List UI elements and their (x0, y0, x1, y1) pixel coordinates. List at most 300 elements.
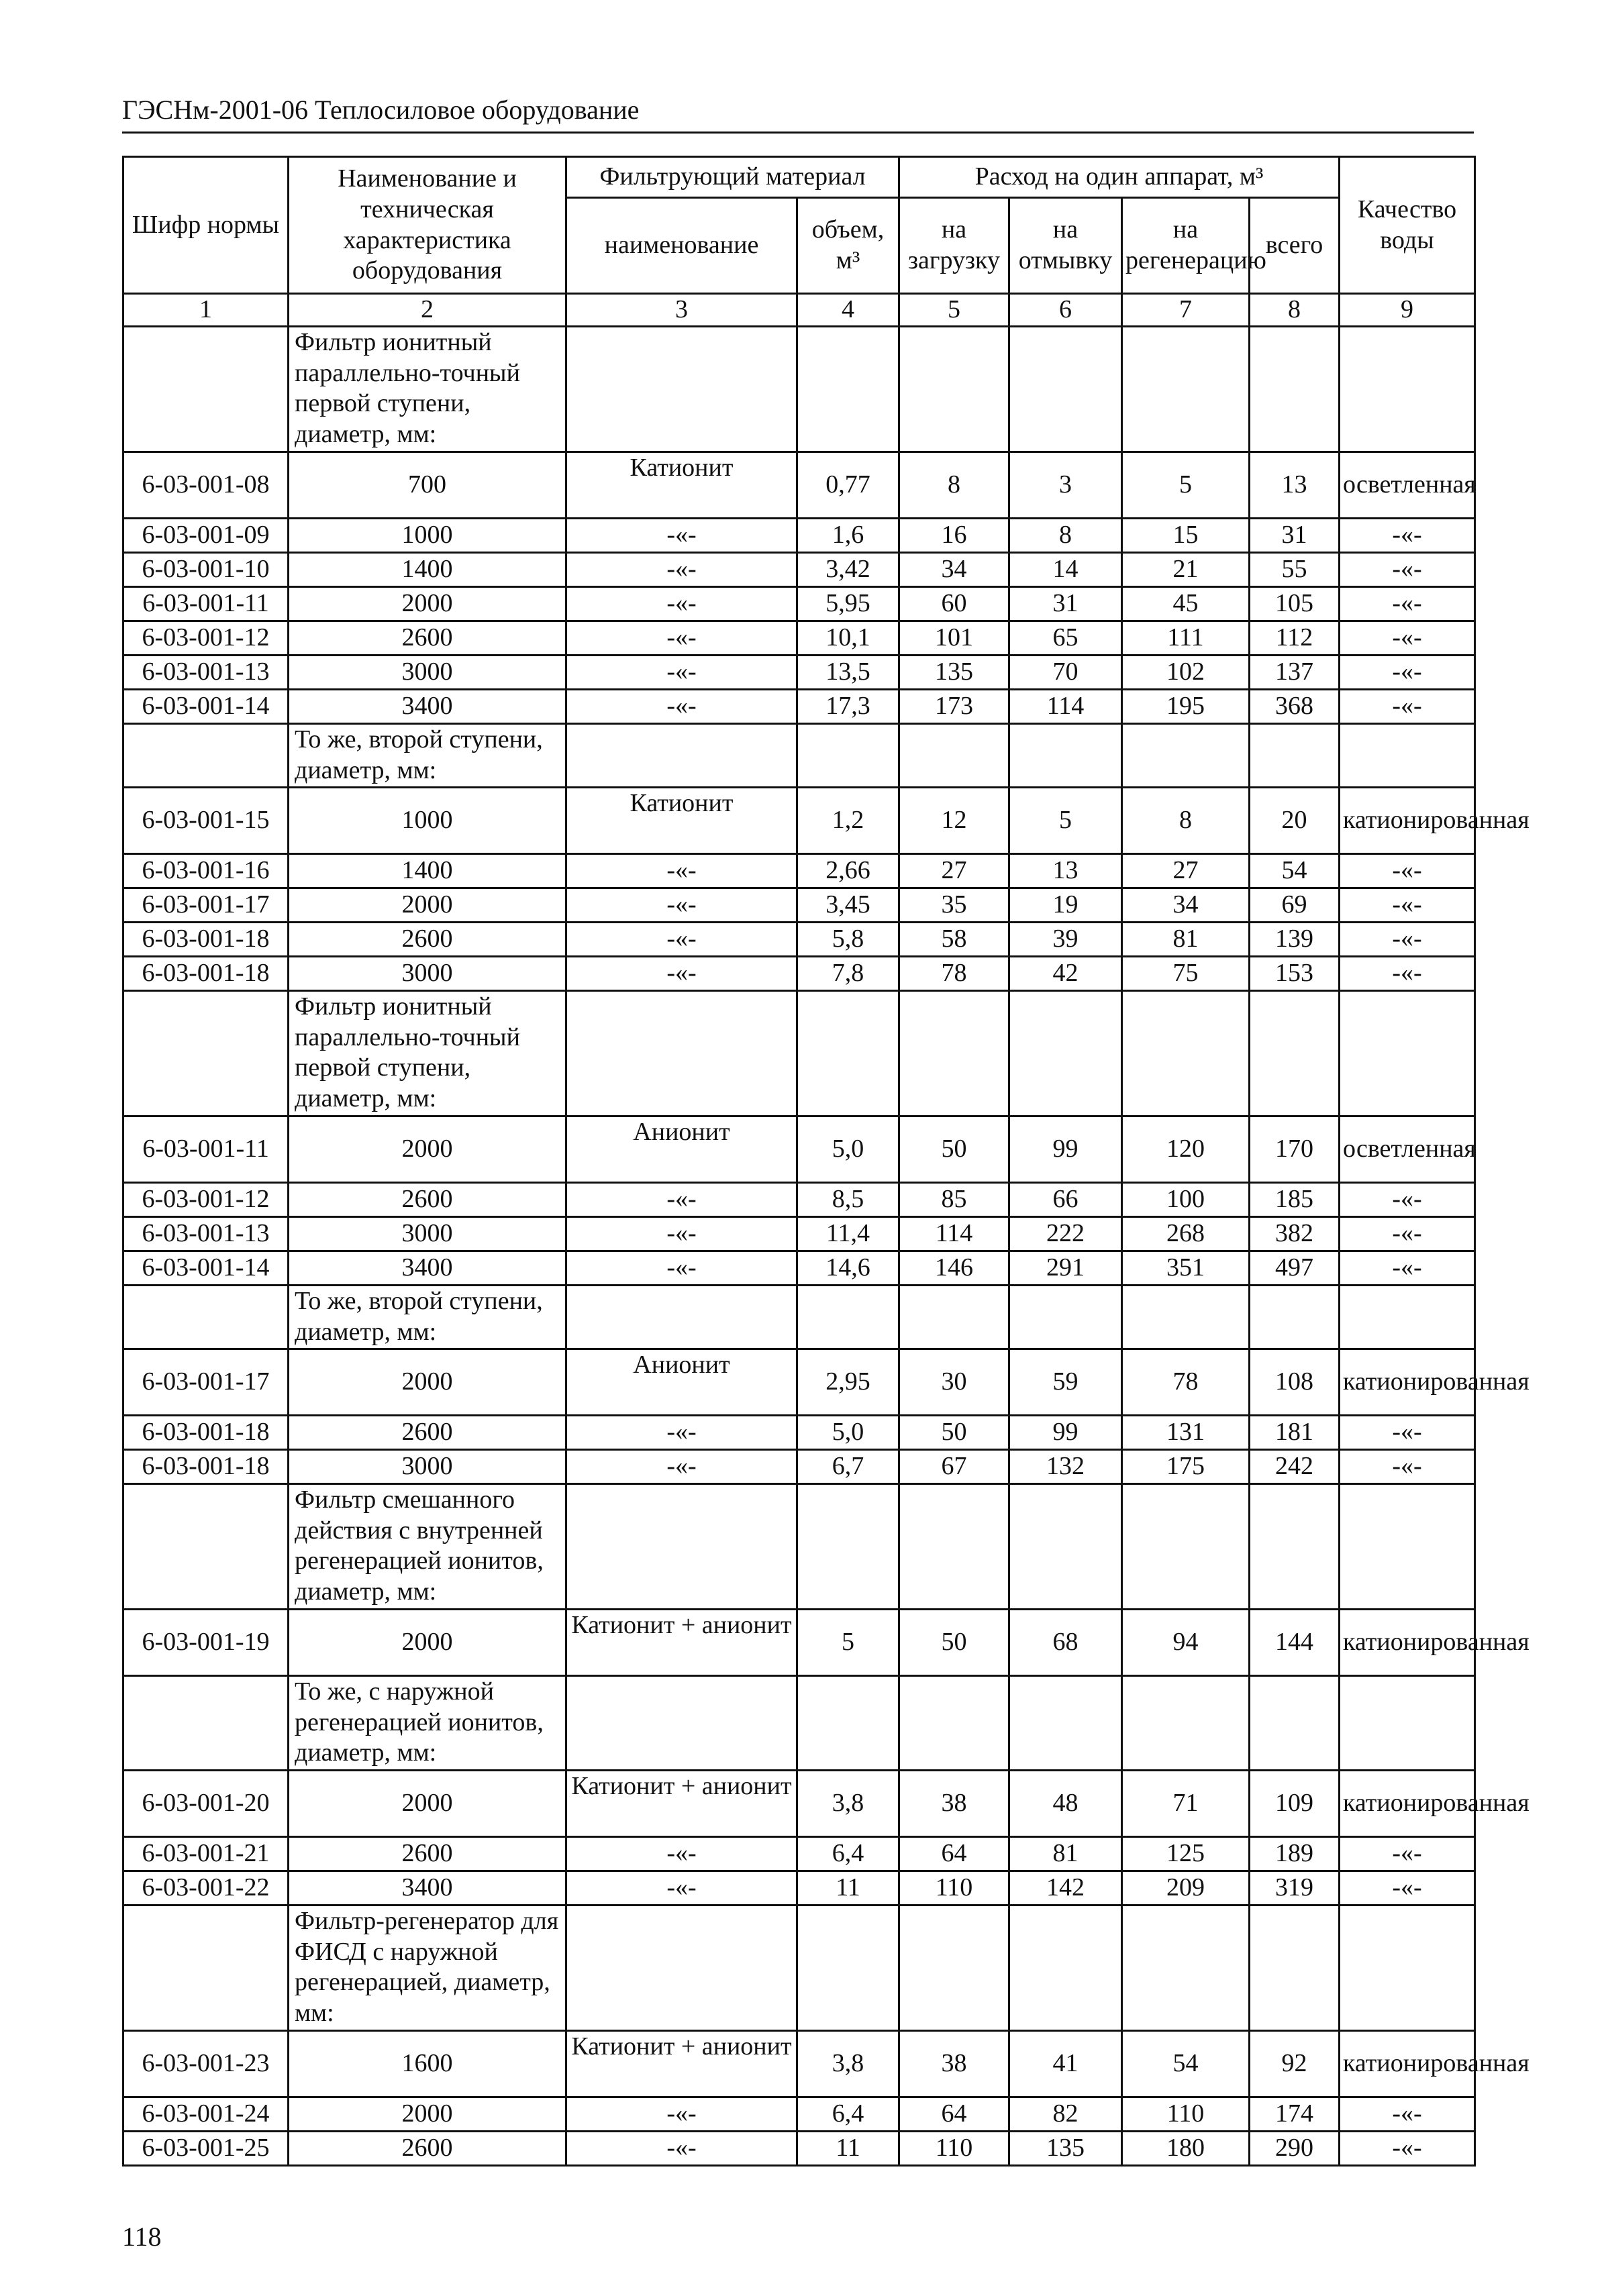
cell-material: Катионит + анионит (566, 2031, 797, 2097)
cell-quality: -«- (1340, 1217, 1475, 1251)
cell-material: -«- (566, 2097, 797, 2132)
table-row (123, 1251, 1475, 1286)
cell-regen: 209 (1122, 1871, 1250, 1906)
empty-cell (1122, 1286, 1250, 1349)
cell-load: 16 (899, 519, 1009, 553)
cell-load: 30 (899, 1349, 1009, 1416)
empty-cell (566, 1906, 797, 2031)
cell-wash: 41 (1009, 2031, 1122, 2097)
cell-load: 35 (899, 888, 1009, 923)
cell-regen: 100 (1122, 1183, 1250, 1217)
table-row (123, 690, 1475, 724)
cell-quality: осветленная (1340, 452, 1475, 519)
cell-diameter: 2000 (289, 1610, 566, 1676)
cell-wash: 135 (1009, 2132, 1122, 2166)
cell-code: 6-03-001-14 (123, 690, 289, 724)
cell-wash: 132 (1009, 1450, 1122, 1484)
table-row (123, 1416, 1475, 1450)
cell-load: 34 (899, 553, 1009, 587)
cell-material: -«- (566, 519, 797, 553)
cell-material: Катионит + анионит (566, 1610, 797, 1676)
cell-quality: -«- (1340, 1183, 1475, 1217)
empty-cell (1122, 1676, 1250, 1771)
table-row (123, 1837, 1475, 1871)
cell-wash: 8 (1009, 519, 1122, 553)
cell-diameter: 3400 (289, 1871, 566, 1906)
cell-regen: 111 (1122, 621, 1250, 656)
table-row (123, 1771, 1475, 1837)
cell-total: 109 (1250, 1771, 1340, 1837)
cell-quality: -«- (1340, 854, 1475, 888)
cell-load: 173 (899, 690, 1009, 724)
cell-quality: -«- (1340, 923, 1475, 957)
cell-volume: 17,3 (797, 690, 899, 724)
cell-total: 185 (1250, 1183, 1340, 1217)
cell-quality: осветленная (1340, 1116, 1475, 1183)
cell-wash: 82 (1009, 2097, 1122, 2132)
cell-volume: 1,6 (797, 519, 899, 553)
cell-diameter: 3400 (289, 1251, 566, 1286)
empty-cell (566, 327, 797, 452)
empty-cell (123, 1906, 289, 2031)
cell-code: 6-03-001-18 (123, 923, 289, 957)
group-title: То же, второй ступени, диаметр, мм: (289, 724, 566, 788)
cell-code: 6-03-001-11 (123, 587, 289, 621)
cell-wash: 5 (1009, 788, 1122, 854)
cell-regen: 131 (1122, 1416, 1250, 1450)
cell-diameter: 2000 (289, 888, 566, 923)
cell-total: 31 (1250, 519, 1340, 553)
table-row (123, 656, 1475, 690)
col-header-code: Шифр нормы (123, 157, 289, 294)
cell-quality: -«- (1340, 519, 1475, 553)
cell-material: -«- (566, 553, 797, 587)
cell-material: -«- (566, 1837, 797, 1871)
cell-material: Анионит (566, 1349, 797, 1416)
column-number: 8 (1250, 294, 1340, 327)
cell-volume: 14,6 (797, 1251, 899, 1286)
empty-cell (1122, 1906, 1250, 2031)
cell-regen: 125 (1122, 1837, 1250, 1871)
cell-volume: 5,95 (797, 587, 899, 621)
cell-quality: -«- (1340, 1871, 1475, 1906)
cell-material: -«- (566, 1450, 797, 1484)
cell-volume: 6,4 (797, 1837, 899, 1871)
cell-wash: 19 (1009, 888, 1122, 923)
cell-volume: 11,4 (797, 1217, 899, 1251)
empty-cell (1009, 991, 1122, 1116)
cell-load: 50 (899, 1416, 1009, 1450)
cell-diameter: 3000 (289, 656, 566, 690)
cell-total: 497 (1250, 1251, 1340, 1286)
cell-total: 189 (1250, 1837, 1340, 1871)
column-number: 4 (797, 294, 899, 327)
cell-regen: 180 (1122, 2132, 1250, 2166)
cell-code: 6-03-001-24 (123, 2097, 289, 2132)
cell-volume: 3,8 (797, 1771, 899, 1837)
cell-material: -«- (566, 1416, 797, 1450)
empty-cell (1250, 327, 1340, 452)
cell-load: 12 (899, 788, 1009, 854)
table-row (123, 2097, 1475, 2132)
col-header-flow-group: Расход на один аппарат, м³ (899, 157, 1340, 198)
cell-total: 242 (1250, 1450, 1340, 1484)
cell-material: -«- (566, 656, 797, 690)
cell-wash: 99 (1009, 1416, 1122, 1450)
cell-diameter: 700 (289, 452, 566, 519)
table-row (123, 1450, 1475, 1484)
norms-table (122, 156, 1530, 2167)
cell-diameter: 2600 (289, 2132, 566, 2166)
cell-volume: 13,5 (797, 656, 899, 690)
cell-code: 6-03-001-13 (123, 656, 289, 690)
cell-quality: -«- (1340, 1416, 1475, 1450)
cell-regen: 102 (1122, 656, 1250, 690)
cell-total: 181 (1250, 1416, 1340, 1450)
cell-volume: 3,45 (797, 888, 899, 923)
cell-volume: 2,95 (797, 1349, 899, 1416)
cell-code: 6-03-001-17 (123, 1349, 289, 1416)
cell-volume: 11 (797, 2132, 899, 2166)
cell-code: 6-03-001-08 (123, 452, 289, 519)
cell-total: 105 (1250, 587, 1340, 621)
empty-cell (797, 724, 899, 788)
cell-regen: 195 (1122, 690, 1250, 724)
table-row (123, 2031, 1475, 2097)
cell-code: 6-03-001-12 (123, 1183, 289, 1217)
cell-code: 6-03-001-09 (123, 519, 289, 553)
cell-volume: 11 (797, 1871, 899, 1906)
empty-cell (1122, 327, 1250, 452)
table-row (123, 553, 1475, 587)
table-row (123, 788, 1475, 854)
cell-quality: катионированная (1340, 1610, 1475, 1676)
table-row (123, 854, 1475, 888)
cell-total: 382 (1250, 1217, 1340, 1251)
cell-quality: -«- (1340, 2132, 1475, 2166)
cell-quality: -«- (1340, 656, 1475, 690)
table-row (123, 1349, 1475, 1416)
group-title: Фильтр-регенератор для ФИСД с наружной регенерацией, диаметр, мм: (289, 1906, 566, 2031)
empty-cell (566, 1286, 797, 1349)
cell-code: 6-03-001-18 (123, 1450, 289, 1484)
cell-total: 170 (1250, 1116, 1340, 1183)
cell-quality: катионированная (1340, 1771, 1475, 1837)
empty-cell (1009, 1484, 1122, 1610)
empty-cell (123, 327, 289, 452)
cell-quality: -«- (1340, 2097, 1475, 2132)
cell-volume: 1,2 (797, 788, 899, 854)
empty-cell (797, 991, 899, 1116)
empty-cell (797, 1484, 899, 1610)
cell-diameter: 2600 (289, 1416, 566, 1450)
cell-total: 139 (1250, 923, 1340, 957)
cell-volume: 5 (797, 1610, 899, 1676)
cell-wash: 81 (1009, 1837, 1122, 1871)
cell-volume: 3,42 (797, 553, 899, 587)
cell-load: 78 (899, 957, 1009, 991)
cell-volume: 8,5 (797, 1183, 899, 1217)
cell-load: 85 (899, 1183, 1009, 1217)
cell-diameter: 2600 (289, 1837, 566, 1871)
cell-wash: 66 (1009, 1183, 1122, 1217)
cell-wash: 68 (1009, 1610, 1122, 1676)
cell-quality: -«- (1340, 553, 1475, 587)
empty-cell (1250, 1906, 1340, 2031)
cell-load: 101 (899, 621, 1009, 656)
empty-cell (123, 724, 289, 788)
cell-total: 108 (1250, 1349, 1340, 1416)
cell-diameter: 2000 (289, 1771, 566, 1837)
empty-cell (797, 1286, 899, 1349)
cell-code: 6-03-001-11 (123, 1116, 289, 1183)
empty-cell (1340, 1676, 1475, 1771)
empty-cell (123, 1286, 289, 1349)
table-row (123, 452, 1475, 519)
cell-material: -«- (566, 1183, 797, 1217)
cell-load: 64 (899, 1837, 1009, 1871)
table-row (123, 1116, 1475, 1183)
cell-wash: 70 (1009, 656, 1122, 690)
table-row (123, 957, 1475, 991)
cell-total: 137 (1250, 656, 1340, 690)
column-number: 6 (1009, 294, 1122, 327)
empty-cell (1340, 724, 1475, 788)
empty-cell (899, 1676, 1009, 1771)
cell-quality: -«- (1340, 1837, 1475, 1871)
cell-code: 6-03-001-18 (123, 1416, 289, 1450)
empty-cell (1122, 991, 1250, 1116)
cell-diameter: 2000 (289, 2097, 566, 2132)
cell-code: 6-03-001-10 (123, 553, 289, 587)
empty-cell (899, 1286, 1009, 1349)
col-header-filter-volume: объем, м³ (797, 198, 899, 294)
cell-wash: 291 (1009, 1251, 1122, 1286)
cell-regen: 81 (1122, 923, 1250, 957)
cell-total: 319 (1250, 1871, 1340, 1906)
cell-total: 153 (1250, 957, 1340, 991)
cell-load: 64 (899, 2097, 1009, 2132)
cell-material: Катионит (566, 452, 797, 519)
cell-material: Анионит (566, 1116, 797, 1183)
col-header-quality: Качество воды (1340, 157, 1475, 294)
empty-cell (1340, 1484, 1475, 1610)
cell-wash: 222 (1009, 1217, 1122, 1251)
cell-volume: 7,8 (797, 957, 899, 991)
empty-cell (1009, 1676, 1122, 1771)
column-number: 3 (566, 294, 797, 327)
table-row (123, 1610, 1475, 1676)
empty-cell (566, 1676, 797, 1771)
group-title-row (123, 724, 1475, 788)
cell-material: -«- (566, 1217, 797, 1251)
empty-cell (566, 1484, 797, 1610)
cell-regen: 120 (1122, 1116, 1250, 1183)
cell-code: 6-03-001-19 (123, 1610, 289, 1676)
table-row (123, 621, 1475, 656)
cell-material: Катионит (566, 788, 797, 854)
table-row (123, 587, 1475, 621)
cell-load: 27 (899, 854, 1009, 888)
cell-diameter: 3000 (289, 957, 566, 991)
table-body (123, 327, 1530, 2166)
cell-wash: 99 (1009, 1116, 1122, 1183)
cell-total: 112 (1250, 621, 1340, 656)
empty-cell (1250, 1676, 1340, 1771)
cell-total: 69 (1250, 888, 1340, 923)
empty-cell (797, 1676, 899, 1771)
cell-wash: 59 (1009, 1349, 1122, 1416)
group-title-row (123, 327, 1475, 452)
cell-material: -«- (566, 1251, 797, 1286)
cell-regen: 5 (1122, 452, 1250, 519)
cell-regen: 34 (1122, 888, 1250, 923)
column-number: 7 (1122, 294, 1250, 327)
cell-total: 20 (1250, 788, 1340, 854)
cell-load: 38 (899, 2031, 1009, 2097)
cell-regen: 94 (1122, 1610, 1250, 1676)
cell-load: 50 (899, 1116, 1009, 1183)
cell-material: -«- (566, 888, 797, 923)
cell-material: -«- (566, 1871, 797, 1906)
col-header-load: на загрузку (899, 198, 1009, 294)
cell-diameter: 1600 (289, 2031, 566, 2097)
cell-diameter: 3400 (289, 690, 566, 724)
empty-cell (1340, 1286, 1475, 1349)
empty-cell (899, 1484, 1009, 1610)
cell-regen: 75 (1122, 957, 1250, 991)
empty-cell (1122, 1484, 1250, 1610)
cell-diameter: 2600 (289, 621, 566, 656)
empty-cell (1009, 1906, 1122, 2031)
empty-cell (1340, 991, 1475, 1116)
empty-cell (123, 1484, 289, 1610)
empty-cell (899, 724, 1009, 788)
cell-code: 6-03-001-13 (123, 1217, 289, 1251)
column-numbers-row (123, 294, 1475, 327)
cell-material: -«- (566, 621, 797, 656)
cell-wash: 31 (1009, 587, 1122, 621)
cell-load: 114 (899, 1217, 1009, 1251)
cell-volume: 5,0 (797, 1116, 899, 1183)
empty-cell (899, 991, 1009, 1116)
table-row (123, 519, 1475, 553)
cell-code: 6-03-001-12 (123, 621, 289, 656)
cell-regen: 110 (1122, 2097, 1250, 2132)
cell-wash: 14 (1009, 553, 1122, 587)
cell-wash: 39 (1009, 923, 1122, 957)
cell-total: 174 (1250, 2097, 1340, 2132)
cell-volume: 2,66 (797, 854, 899, 888)
cell-load: 146 (899, 1251, 1009, 1286)
cell-wash: 42 (1009, 957, 1122, 991)
header-rule (122, 132, 1474, 134)
column-number: 5 (899, 294, 1009, 327)
cell-load: 50 (899, 1610, 1009, 1676)
cell-code: 6-03-001-25 (123, 2132, 289, 2166)
col-header-total: всего (1250, 198, 1340, 294)
cell-volume: 3,8 (797, 2031, 899, 2097)
cell-regen: 268 (1122, 1217, 1250, 1251)
group-title: То же, второй ступени, диаметр, мм: (289, 1286, 566, 1349)
cell-quality: -«- (1340, 957, 1475, 991)
cell-wash: 48 (1009, 1771, 1122, 1837)
table-row (123, 923, 1475, 957)
cell-code: 6-03-001-14 (123, 1251, 289, 1286)
group-title-row (123, 1906, 1475, 2031)
empty-cell (1250, 991, 1340, 1116)
cell-material: Катионит + анионит (566, 1771, 797, 1837)
cell-diameter: 3000 (289, 1450, 566, 1484)
cell-material: -«- (566, 923, 797, 957)
cell-code: 6-03-001-23 (123, 2031, 289, 2097)
empty-cell (1340, 1906, 1475, 2031)
cell-volume: 10,1 (797, 621, 899, 656)
table-row (123, 888, 1475, 923)
empty-cell (899, 1906, 1009, 2031)
empty-cell (1250, 1484, 1340, 1610)
cell-wash: 65 (1009, 621, 1122, 656)
cell-code: 6-03-001-16 (123, 854, 289, 888)
cell-diameter: 2000 (289, 1116, 566, 1183)
cell-regen: 15 (1122, 519, 1250, 553)
cell-wash: 114 (1009, 690, 1122, 724)
empty-cell (123, 991, 289, 1116)
cell-load: 110 (899, 2132, 1009, 2166)
col-header-name: Наименование и техническая характеристика оборудования (289, 157, 566, 294)
cell-total: 92 (1250, 2031, 1340, 2097)
empty-cell (1009, 724, 1122, 788)
cell-load: 58 (899, 923, 1009, 957)
cell-total: 290 (1250, 2132, 1340, 2166)
cell-material: -«- (566, 957, 797, 991)
cell-diameter: 1400 (289, 854, 566, 888)
empty-cell (566, 724, 797, 788)
table-row (123, 1183, 1475, 1217)
cell-volume: 0,77 (797, 452, 899, 519)
col-header-filter-group: Фильтрующий материал (566, 157, 899, 198)
cell-diameter: 2600 (289, 1183, 566, 1217)
cell-load: 67 (899, 1450, 1009, 1484)
cell-quality: катионированная (1340, 788, 1475, 854)
empty-cell (899, 327, 1009, 452)
group-title-row (123, 1676, 1475, 1771)
cell-regen: 45 (1122, 587, 1250, 621)
group-title: Фильтр ионитный параллельно-точный первой ступени, диаметр, мм: (289, 991, 566, 1116)
cell-diameter: 1000 (289, 519, 566, 553)
cell-quality: -«- (1340, 888, 1475, 923)
group-title-row (123, 1286, 1475, 1349)
col-header-wash: на отмывку (1009, 198, 1122, 294)
cell-diameter: 1000 (289, 788, 566, 854)
empty-cell (797, 327, 899, 452)
group-title-row (123, 991, 1475, 1116)
cell-quality: -«- (1340, 621, 1475, 656)
empty-cell (123, 1676, 289, 1771)
col-header-regen: на регенерацию (1122, 198, 1250, 294)
cell-volume: 6,7 (797, 1450, 899, 1484)
empty-cell (1009, 327, 1122, 452)
cell-diameter: 2600 (289, 923, 566, 957)
group-title: То же, с наружной регенерацией ионитов, диаметр, мм: (289, 1676, 566, 1771)
cell-code: 6-03-001-17 (123, 888, 289, 923)
cell-load: 135 (899, 656, 1009, 690)
cell-total: 54 (1250, 854, 1340, 888)
cell-regen: 71 (1122, 1771, 1250, 1837)
cell-total: 368 (1250, 690, 1340, 724)
cell-regen: 21 (1122, 553, 1250, 587)
cell-quality: катионированная (1340, 2031, 1475, 2097)
